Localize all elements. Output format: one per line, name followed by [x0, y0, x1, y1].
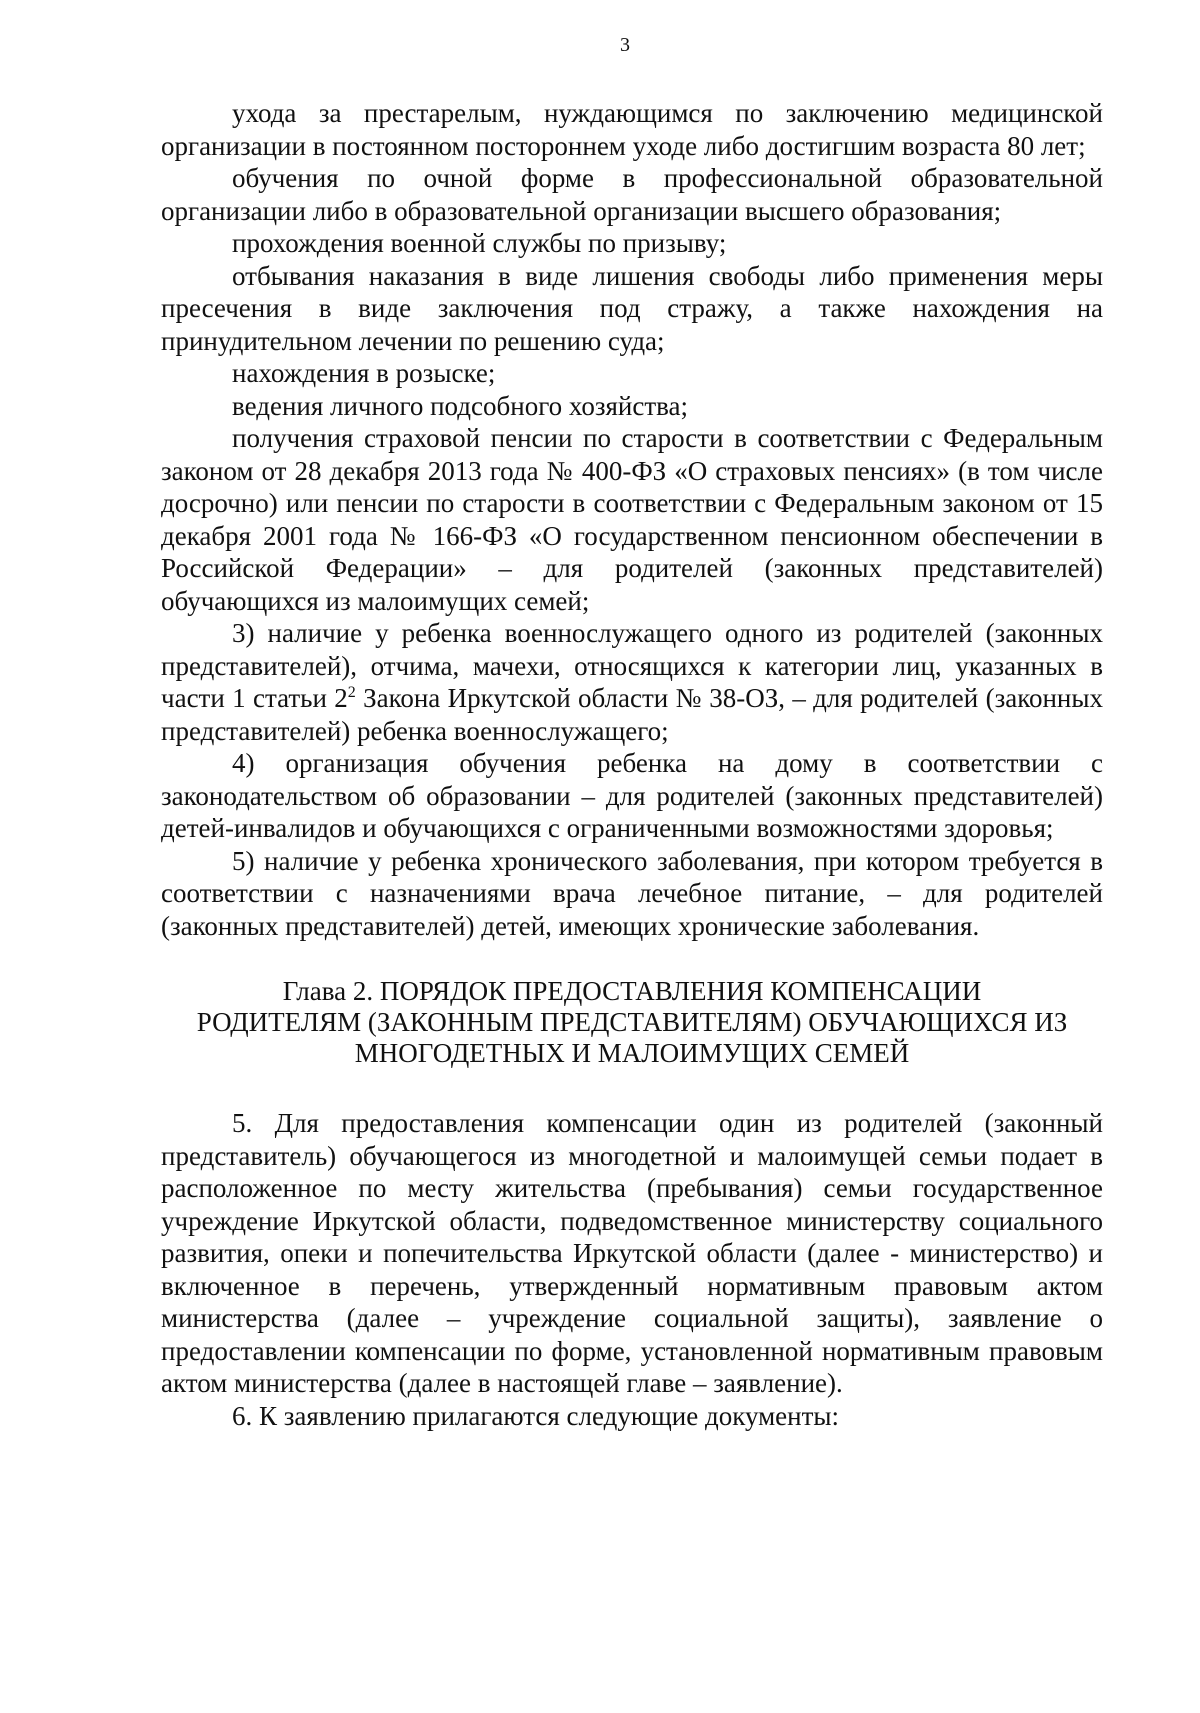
- paragraph: 5) наличие у ребенка хронического заболевания, при котором требуется в соответствии с назначениями врача лечебное питание, – для родителей (законных представителей) детей, имеющих хронические заболевания.: [161, 845, 1103, 941]
- page-number: 3: [620, 34, 630, 56]
- paragraph: ухода за престарелым, нуждающимся по заключению медицинской организации в постоянном постороннем уходе либо достигшим возраста 80 лет;: [161, 98, 1103, 161]
- paragraph-item-3: [161, 617, 1103, 747]
- chapter-heading-line: РОДИТЕЛЯМ (ЗАКОННЫМ ПРЕДСТАВИТЕЛЯМ) ОБУЧАЮЩИХСЯ ИЗ: [196, 1007, 1068, 1037]
- paragraph: 4) организация обучения ребенка на дому в соответствии с законодательством об образовании – для родителей (законных представителей) детей-инвалидов и обучающихся с ограниченными возможностями здоровья;: [161, 748, 1103, 843]
- paragraph: отбывания наказания в виде лишения свободы либо применения меры пресечения в виде заключения под стражу, а также нахождения на принудительном лечении по решению суда;: [161, 260, 1103, 356]
- paragraph: обучения по очной форме в профессиональной образовательной организации либо в образовательной организации высшего образования;: [161, 163, 1103, 226]
- paragraph: нахождения в розыске;: [232, 358, 496, 388]
- chapter-heading: [161, 976, 1103, 1069]
- superscript: 2: [347, 684, 356, 701]
- paragraph: ведения личного подсобного хозяйства;: [232, 390, 689, 421]
- paragraph: 5. Для предоставления компенсации один из родителей (законный представитель) обучающегося из многодетной и малоимущей семьи подает в расположенное по месту жительства (пребывания) семьи государственное учреждение Иркутской области, подведомственное министерству социального развития, опеки и попечительства Иркутской области (далее - министерство) и включенное в перечень, утвержденный нормативным правовым актом министерства (далее – учреждение социальной защиты), заявление о предоставлении компенсации по форме, установленной нормативным правовым актом министерства (далее в настоящей главе – заявление).: [161, 1108, 1103, 1398]
- document-body: [161, 97, 1103, 1432]
- paragraph: 6. К заявлению прилагаются следующие документы:: [232, 1400, 840, 1431]
- paragraph: получения страховой пенсии по старости в соответствии с Федеральным законом от 28 декабря 2013 года № 400-ФЗ «О страховых пенсиях» (в том числе досрочно) или пенсии по старости в соответствии с Федеральным законом от 15 декабря 2001 года № 166-ФЗ «О государственном пенсионном обеспечении в Российской Федерации» – для родителей (законных представителей) обучающихся из малоимущих семей;: [161, 423, 1103, 616]
- paragraph: прохождения военной службы по призыву;: [232, 228, 727, 258]
- chapter-heading-line: МНОГОДЕТНЫХ И МАЛОИМУЩИХ СЕМЕЙ: [354, 1038, 910, 1068]
- item3-text-after: Закона Иркутской области № 38-ОЗ, – для родителей (законных представителей) ребенка военнослужащего;: [161, 683, 1104, 746]
- chapter-heading-line: Глава 2. ПОРЯДОК ПРЕДОСТАВЛЕНИЯ КОМПЕНСАЦИИ: [282, 976, 982, 1006]
- item3-text-before: 3) наличие у ребенка военнослужащего одного из родителей (законных представителей), отчима, мачехи, относящихся к категории лиц, указанных в части 1 статьи 2: [161, 618, 1103, 713]
